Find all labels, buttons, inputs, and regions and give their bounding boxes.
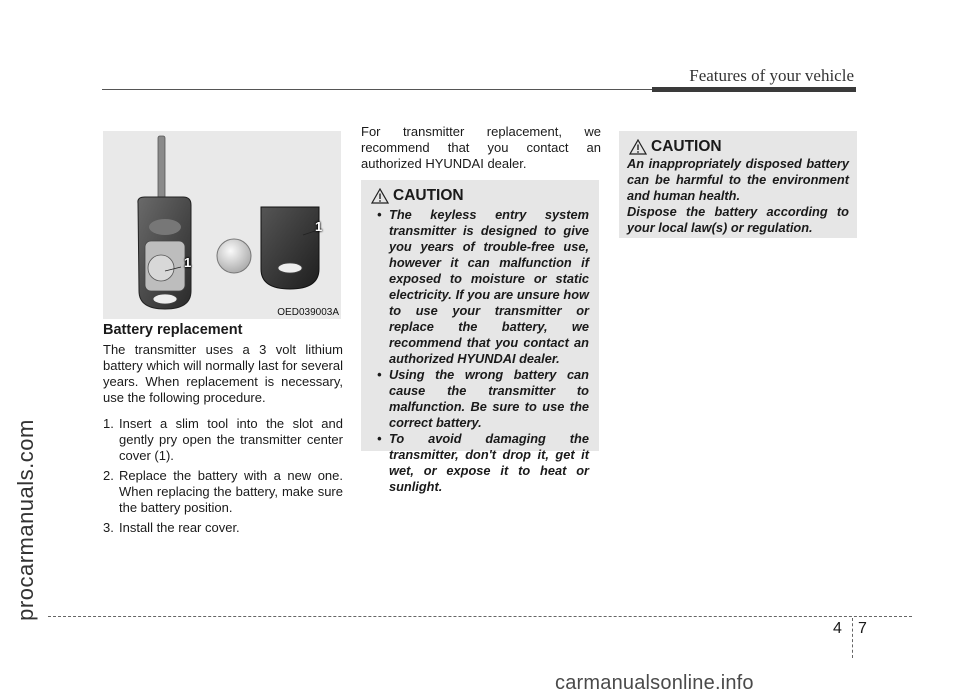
footer-rule (48, 616, 912, 617)
key-fob-figure (103, 131, 341, 319)
caution-item (369, 367, 589, 431)
callout-1-bottom: 1 (184, 255, 192, 270)
recommend-text: For transmitter replacement, we recommend that you contact an authorized HYUNDAI dealer. (361, 124, 601, 171)
step-text: Insert a slim tool into the slot and gently pry open the transmitter center cover (1). (119, 416, 343, 463)
battery-intro: The transmitter uses a 3 volt lithium battery which will normally last for several years. When replacement is necessary, use the following procedure. (103, 342, 343, 405)
caution-title: CAUTION (393, 187, 464, 204)
caution-disposal-text-2: Dispose the battery according to your local law(s) or regulation. (627, 204, 849, 235)
step-number: 3. (103, 520, 114, 535)
figure-code: OED039003A (277, 307, 339, 318)
step-item (103, 520, 343, 536)
caution-item-text: Using the wrong battery can cause the transmitter to malfunction. Be sure to use the correct battery. (389, 367, 589, 430)
caution-box-disposal (619, 131, 857, 238)
caution-item-text: The keyless entry system transmitter is designed to give you years of trouble-free use, however it can malfunction if exposed to moisture or static electricity. If you are unsure how to use your transmitter or replace the battery, we recommend that you contact an authorized HYUNDAI dealer. (389, 207, 589, 366)
key-fob-illustration (103, 131, 341, 319)
caution-header (371, 187, 589, 205)
page-number: 7 (858, 620, 867, 637)
step-text: Replace the battery with a new one. When replacing the battery, make sure the battery position. (119, 468, 343, 515)
section-title: Features of your vehicle (689, 66, 854, 85)
warning-triangle-icon (371, 188, 389, 204)
bullet: • (377, 431, 382, 446)
warning-triangle-icon (629, 139, 647, 155)
caution-disposal-text-1: An inappropriately disposed battery can be harmful to the environment and human health. (627, 156, 849, 203)
chapter-number: 4 (833, 620, 842, 637)
procedure-steps (103, 416, 343, 536)
caution-title: CAUTION (651, 138, 722, 155)
step-text: Install the rear cover. (119, 520, 240, 535)
page-separator (852, 618, 853, 658)
battery-replacement-section (103, 322, 343, 540)
step-number: 2. (103, 468, 114, 483)
callout-1-top: 1 (315, 219, 323, 234)
side-watermark-text: procarmanuals.com (13, 419, 38, 621)
caution-box-transmitter (361, 180, 599, 494)
header-bar (652, 87, 856, 92)
step-number: 1. (103, 416, 114, 431)
caution-item (369, 207, 589, 367)
step-item (103, 468, 343, 516)
bottom-watermark: carmanualsonline.info (555, 672, 754, 694)
caution-item-text: To avoid damaging the transmitter, don't drop it, get it wet, or expose it to heat or sunlight. (389, 431, 589, 494)
side-watermark (6, 350, 46, 690)
caution-list (369, 207, 589, 495)
battery-heading: Battery replacement (103, 322, 243, 338)
step-item (103, 416, 343, 464)
caution-item (369, 431, 589, 495)
caution-header (629, 138, 849, 156)
bullet: • (377, 367, 382, 382)
bullet: • (377, 207, 382, 222)
